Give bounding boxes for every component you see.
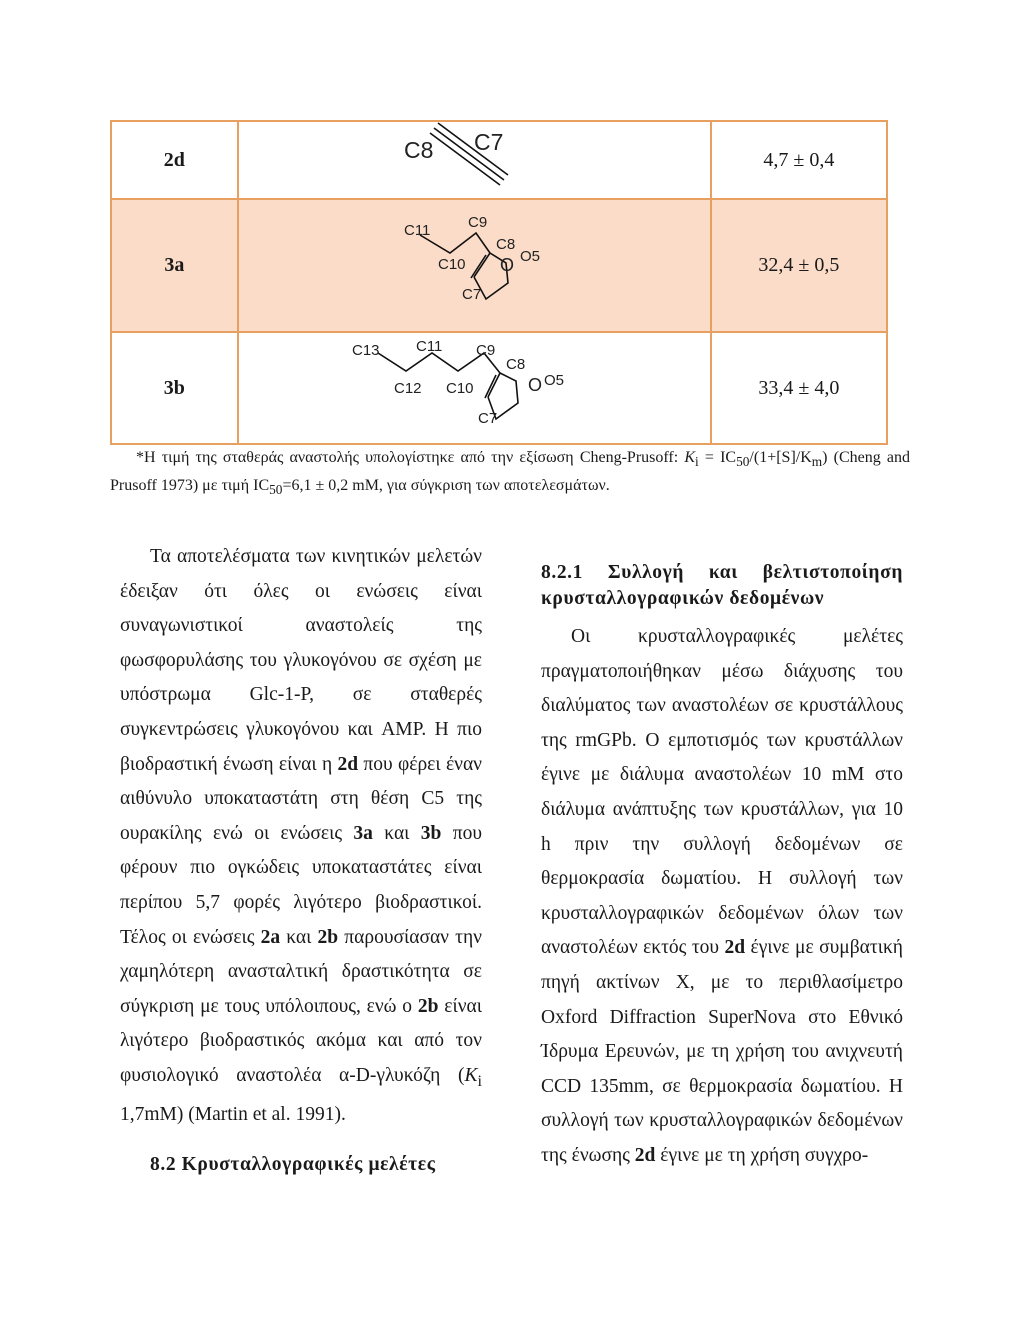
atom-label: C7 — [462, 285, 482, 303]
atom-label: O — [528, 375, 543, 395]
ki-value: 4,7 ± 0,4 — [711, 121, 887, 199]
compound-ref: 2d — [634, 1144, 656, 1166]
ki-value: 33,4 ± 4,0 — [711, 332, 887, 444]
subsection-heading: 8.2.1 Συλλογή και βελτιστοποίηση κρυσταλλογραφικών δεδομένων — [541, 562, 903, 609]
atom-label: C9 — [476, 342, 496, 359]
left-column — [120, 540, 482, 1133]
atom-label: C7 — [478, 410, 498, 427]
atom-label: C9 — [468, 213, 488, 231]
text-run: και — [280, 926, 318, 948]
text-run: και — [372, 822, 421, 844]
text-run: που φέρουν πιο ογκώδεις υποκαταστάτες είναι περίπου 5,7 φορές λιγότερο βιοδραστικοί. Τέλος οι ενώσεις — [120, 822, 482, 948]
paragraph — [120, 540, 482, 1133]
atom-label: C8 — [506, 356, 526, 373]
footnote-text: = IC — [698, 449, 737, 466]
text-run: έγινε με συμβατική πηγή ακτίνων X, με το περιθλασίμετρο Oxford Diffraction SuperNova στο Εθνικό Ίδρυμα Ερευνών, με τη χρήση του ανιχνευτή CCD 135mm, σε θερμοκρασία δωματίου. Η συλλογή των κρυσταλλογραφικών δεδομένων της ένωσης — [541, 937, 903, 1166]
footnote-text: =6,1 ± 0,2 mM, για σύγκριση των αποτελεσμάτων. — [282, 477, 610, 495]
km-subscript: m — [811, 454, 823, 470]
text-run: Τα αποτελέσματα των κινητικών μελετών έδειξαν ότι όλες οι ενώσεις είναι συναγωνιστικοί αναστολείς της φωσφορυλάσης του γλυκογόνου σε σχέση με υπόστρωμα Glc-1-P, σε σταθερές συγκεντρώσεις γλυκογόνου και AMP. Η πιο βιοδραστική ένωση είναι η — [120, 546, 482, 775]
atom-label: C12 — [394, 380, 422, 397]
table-row — [111, 121, 887, 199]
paragraph — [541, 620, 903, 1174]
atom-label: O5 — [544, 372, 565, 389]
atom-label: C11 — [416, 338, 443, 355]
compound-label: 3a — [111, 199, 238, 332]
structure-2d — [374, 122, 574, 198]
right-column — [541, 560, 903, 1174]
compound-ref: 3b — [420, 822, 442, 844]
atom-label: C8 — [496, 235, 516, 253]
table-row — [111, 332, 887, 444]
atom-label: C13 — [352, 342, 380, 359]
ki-subscript: i — [477, 1071, 482, 1090]
compound-label: 2d — [111, 121, 238, 199]
text-run: είναι λιγότερο βιοδραστικός ακόμα και από τον φυσιολογικό αναστολέα α-D-γλυκόζη ( — [120, 995, 483, 1086]
structure-3a — [364, 211, 584, 321]
atom-label: C11 — [404, 221, 431, 239]
ki-value: 32,4 ± 0,5 — [711, 199, 887, 332]
structure-cell — [238, 332, 711, 444]
compound-ref: 3a — [353, 822, 373, 844]
text-run: 1,7mM) (Martin et al. 1991). — [120, 1104, 346, 1126]
structure-3b — [344, 333, 604, 443]
compound-ref: 2b — [417, 995, 439, 1017]
ic50-subscript: 50 — [736, 454, 750, 470]
compound-ref: 2a — [260, 926, 281, 948]
atom-label: C7 — [474, 129, 504, 155]
ki-subscript: i — [695, 454, 699, 470]
ki-symbol: K — [464, 1064, 478, 1086]
compound-ref: 2b — [317, 926, 339, 948]
compound-ref: 2d — [337, 753, 359, 775]
section-heading: 8.2 Κρυσταλλογραφικές μελέτες — [150, 1154, 436, 1175]
text-run: έγινε με τη χρήση συγχρο- — [655, 1144, 869, 1166]
atom-label: C10 — [438, 255, 466, 273]
inhibition-table — [110, 120, 888, 445]
atom-label: O5 — [520, 247, 541, 265]
footnote-text: /(1+[S]/K — [749, 449, 812, 466]
text-run: παρουσίασαν την χαμηλότερη ανασταλτική δραστικότητα σε σύγκριση με τους υπόλοιπους, ενώ ο — [120, 926, 482, 1017]
ki-symbol: K — [684, 449, 696, 466]
table-footnote — [110, 446, 910, 502]
atom-label: C8 — [404, 137, 434, 163]
footnote-text: *Η τιμή της σταθεράς αναστολής υπολογίστηκε από την εξίσωση Cheng-Prusoff: — [136, 449, 685, 466]
structure-cell — [238, 121, 711, 199]
compound-ref: 2d — [724, 937, 746, 959]
atom-label: C10 — [446, 380, 474, 397]
atom-label: O — [500, 254, 515, 275]
table-row — [111, 199, 887, 332]
text-run: Οι κρυσταλλογραφικές μελέτες πραγματοποιήθηκαν μέσω διάχυσης του διαλύματος των αναστολέων σε κρυστάλλους της rmGPb. Ο εμποτισμός των κρυστάλλων έγινε με διάλυμα αναστολέων 10 mM στο διάλυμα ανάπτυξης των κρυστάλλων, για 10 h πριν την συλλογή δεδομένων σε θερμοκρασία δωματίου. Η συλλογή των κρυσταλλογραφικών δεδομένων όλων των αναστολέων εκτός του — [541, 626, 903, 959]
text-run: που φέρει έναν αιθύνυλο υποκαταστάτη στη θέση C5 της ουρακίλης ενώ οι ενώσεις — [120, 753, 482, 844]
structure-cell — [238, 199, 711, 332]
compound-label: 3b — [111, 332, 238, 444]
footnote-text: ) (Cheng and Prusoff 1973) με τιμή IC — [110, 449, 911, 495]
ic50-subscript: 50 — [269, 482, 283, 498]
